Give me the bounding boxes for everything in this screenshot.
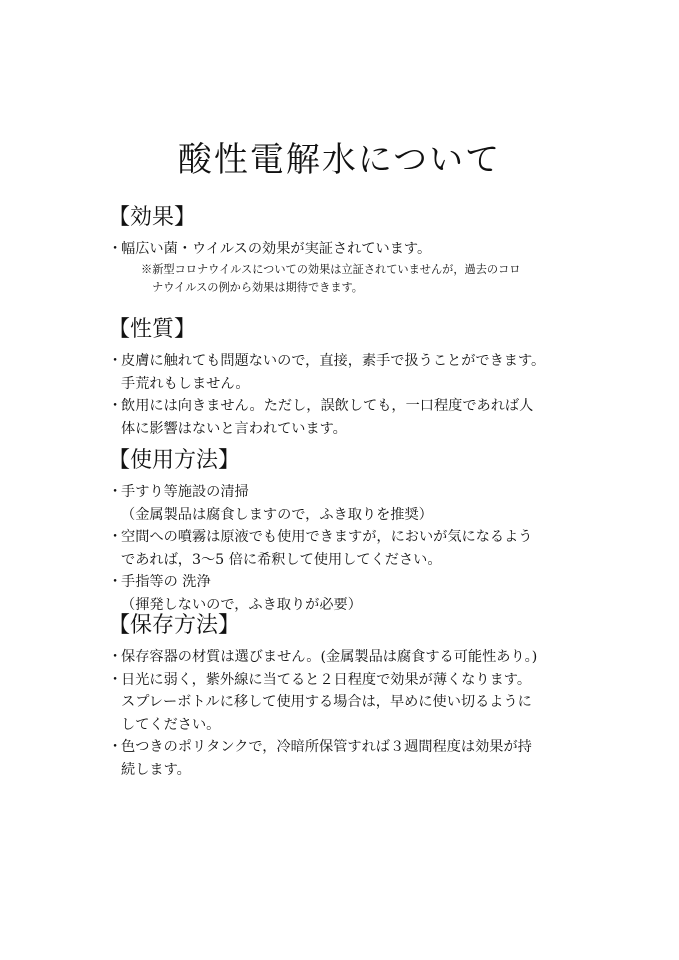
bullet-mark: ・	[108, 529, 123, 545]
bullet-mark: ・	[108, 398, 123, 414]
section-heading-properties: 【性質】	[108, 317, 197, 342]
item-text: 飲用には向きません。ただし，誤飲しても，一口程度であれば人	[121, 398, 534, 414]
section-heading-effect: 【効果】	[108, 205, 197, 230]
item-text: 空間への噴霧は原液でも使用できますが，においが気になるよう	[121, 529, 533, 545]
list-item	[108, 736, 578, 781]
item-text: 手すり等施設の清掃	[121, 484, 249, 500]
list-item	[108, 646, 578, 669]
list-item	[108, 350, 578, 395]
item-text: 色つきのポリタンクで，冷暗所保管すれば３週間程度は効果が持	[121, 739, 532, 755]
bullet-mark: ・	[108, 241, 123, 257]
section-effect	[108, 204, 578, 297]
item-text: 手荒れもしません。	[121, 375, 250, 392]
section-storage	[108, 612, 578, 781]
item-text: してください。	[121, 716, 221, 733]
item-text: 続します。	[121, 761, 191, 778]
bullet-mark: ・	[108, 353, 123, 369]
item-text: 保存容器の材質は選びません。(金属製品は腐食する可能性あり。)	[121, 649, 538, 665]
section-properties	[108, 316, 578, 440]
list-item	[108, 571, 578, 616]
document-title: 酸性電解水について	[177, 140, 502, 180]
section-heading-storage: 【保存方法】	[108, 613, 241, 638]
item-text: であれば，3〜5 倍に希釈して使用してください。	[121, 551, 442, 568]
list-item	[108, 526, 578, 571]
list-item	[108, 669, 578, 737]
bullet-mark: ・	[108, 574, 123, 590]
section-heading-usage: 【使用方法】	[108, 448, 241, 473]
note-text: ナウイルスの例から効果は期待できます。	[152, 280, 363, 294]
note-text: ※新型コロナウイルスについての効果は立証されていませんが，過去のコロ	[141, 262, 521, 276]
item-text: スプレーボトルに移して使用する場合は，早めに使い切るように	[121, 694, 532, 710]
bullet-mark: ・	[108, 739, 123, 755]
list-item	[108, 395, 578, 440]
item-subtext: （揮発しないので，ふき取りが必要）	[121, 596, 362, 613]
item-text: 手指等の 洗浄	[121, 574, 211, 590]
item-text: 体に影響はないと言われています。	[121, 420, 347, 437]
list-item	[108, 481, 578, 526]
item-text: 幅広い菌・ウイルスの効果が実証されています。	[121, 241, 432, 257]
section-usage	[108, 447, 578, 616]
item-subtext: （金属製品は腐食しますので，ふき取りを推奨）	[121, 506, 433, 523]
bullet-mark: ・	[108, 671, 123, 688]
list-item	[108, 238, 578, 261]
item-text: 皮膚に触れても問題ないので，直接，素手で扱うことができます。	[121, 353, 546, 369]
bullet-mark: ・	[108, 484, 123, 500]
bullet-mark: ・	[108, 649, 123, 665]
item-text: 日光に弱く，紫外線に当てると２日程度で効果が薄くなります。	[121, 671, 532, 688]
effect-note	[108, 261, 578, 297]
